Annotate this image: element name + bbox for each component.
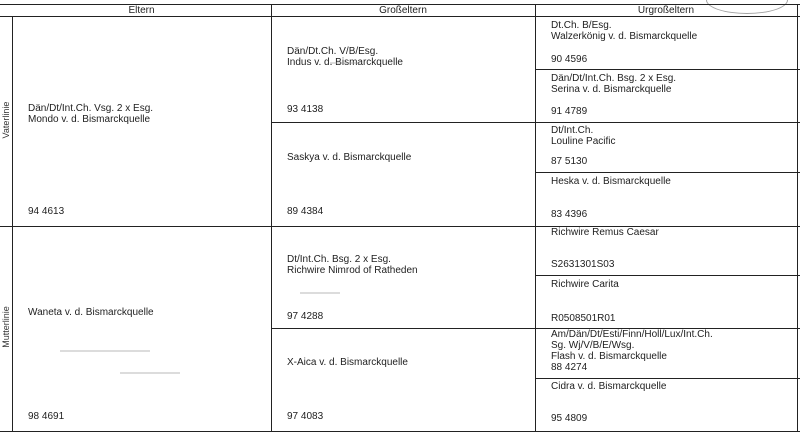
great-grandparent-name — [551, 125, 615, 147]
ggp-divider-4 — [535, 378, 800, 379]
grandparent-name-line: Indus v. d. Bismarckquelle — [287, 57, 403, 68]
grandparent-reg: 97 4288 — [287, 311, 324, 322]
grandparent-reg: 93 4138 — [287, 104, 324, 115]
great-grandparent-name — [551, 73, 676, 95]
great-grandparent-reg: 88 4274 — [551, 362, 588, 373]
ggp-name-line: Walzerkönig v. d. Bismarckquelle — [551, 31, 698, 42]
great-grandparent-reg: 95 4809 — [551, 413, 588, 424]
grandparent-name-line: Richwire Nimrod of Ratheden — [287, 265, 418, 276]
great-grandparent-name — [551, 329, 713, 362]
great-grandparent-reg: 91 4789 — [551, 106, 588, 117]
header-great-grandparents: Urgroßeltern — [637, 5, 695, 16]
ggp-name-line: Heska v. d. Bismarckquelle — [551, 176, 671, 187]
sire-line-label: Vaterlinie — [1, 101, 11, 139]
line-divider — [0, 226, 800, 227]
ggp-name-line: Richwire Remus Caesar — [551, 227, 659, 238]
great-grandparent-reg: R0508501R01 — [551, 313, 616, 324]
grandparent-name-line: Dän/Dt.Ch. V/B/Esg. — [287, 46, 379, 57]
header-parents: Eltern — [128, 5, 155, 16]
side-column-border — [12, 16, 13, 431]
great-grandparent-reg: S2631301S03 — [551, 259, 615, 270]
ggp-name-line: Dt.Ch. B/Esg. — [551, 20, 612, 31]
great-grandparent-name — [551, 279, 619, 290]
right-border — [797, 4, 798, 431]
ggp-name-line: Dän/Dt/Int.Ch. Bsg. 2 x Esg. — [551, 73, 677, 84]
ggp-name-line: Dt/Int.Ch. — [551, 125, 594, 136]
scan-speck — [60, 350, 150, 352]
grandparent-name-line: Saskya v. d. Bismarckquelle — [287, 152, 412, 163]
grandparents-column-border — [535, 4, 536, 431]
grandparent-name — [287, 46, 403, 68]
dam-line-label: Mutterlinie — [1, 306, 11, 348]
great-grandparent-name — [551, 381, 666, 392]
dam-reg: 98 4691 — [28, 411, 65, 422]
great-grandparent-name — [551, 227, 659, 238]
ggp-divider-3 — [535, 275, 800, 276]
great-grandparent-reg: 90 4596 — [551, 54, 588, 65]
ggp-divider-2 — [535, 172, 800, 173]
header-grandparents: Großeltern — [379, 5, 427, 16]
grandparent-name — [287, 254, 418, 276]
great-grandparent-name — [551, 176, 671, 187]
parents-column-border — [271, 4, 272, 431]
ggp-name-line: Louline Pacific — [551, 136, 616, 147]
grandparent-name-line: X-Aica v. d. Bismarckquelle — [287, 357, 408, 368]
scan-speck — [330, 62, 360, 64]
scan-speck — [120, 372, 180, 374]
ggp-divider-1 — [535, 69, 800, 70]
header-divider — [0, 16, 800, 17]
great-grandparent-reg: 83 4396 — [551, 209, 588, 220]
scan-speck — [300, 292, 340, 294]
ggp-name-line: Sg. Wj/V/B/E/Wsg. — [551, 340, 635, 351]
sire-reg: 94 4613 — [28, 206, 65, 217]
ggp-name-line: Richwire Carita — [551, 279, 619, 290]
table-bottom-border — [0, 431, 800, 432]
great-grandparent-name — [551, 20, 697, 42]
great-grandparent-reg: 87 5130 — [551, 156, 588, 167]
grandparent-reg: 97 4083 — [287, 411, 324, 422]
grandparent-name — [287, 357, 408, 368]
sire-name — [28, 103, 153, 125]
ggp-name-line: Serina v. d. Bismarckquelle — [551, 84, 672, 95]
sire-name-line: Mondo v. d. Bismarckquelle — [28, 114, 151, 125]
grandparent-name — [287, 152, 411, 163]
dam-name — [28, 307, 154, 318]
dam-name-line: Waneta v. d. Bismarckquelle — [28, 307, 154, 318]
grandparent-reg: 89 4384 — [287, 206, 324, 217]
ggp-name-line: Am/Dän/Dt/Esti/Finn/Holl/Lux/Int.Ch. — [551, 329, 713, 340]
ggp-name-line: Flash v. d. Bismarckquelle — [551, 351, 667, 362]
grandparent-name-line: Dt/Int.Ch. Bsg. 2 x Esg. — [287, 254, 391, 265]
sire-name-line: Dän/Dt/Int.Ch. Vsg. 2 x Esg. — [28, 103, 154, 114]
ggp-name-line: Cidra v. d. Bismarckquelle — [551, 381, 667, 392]
